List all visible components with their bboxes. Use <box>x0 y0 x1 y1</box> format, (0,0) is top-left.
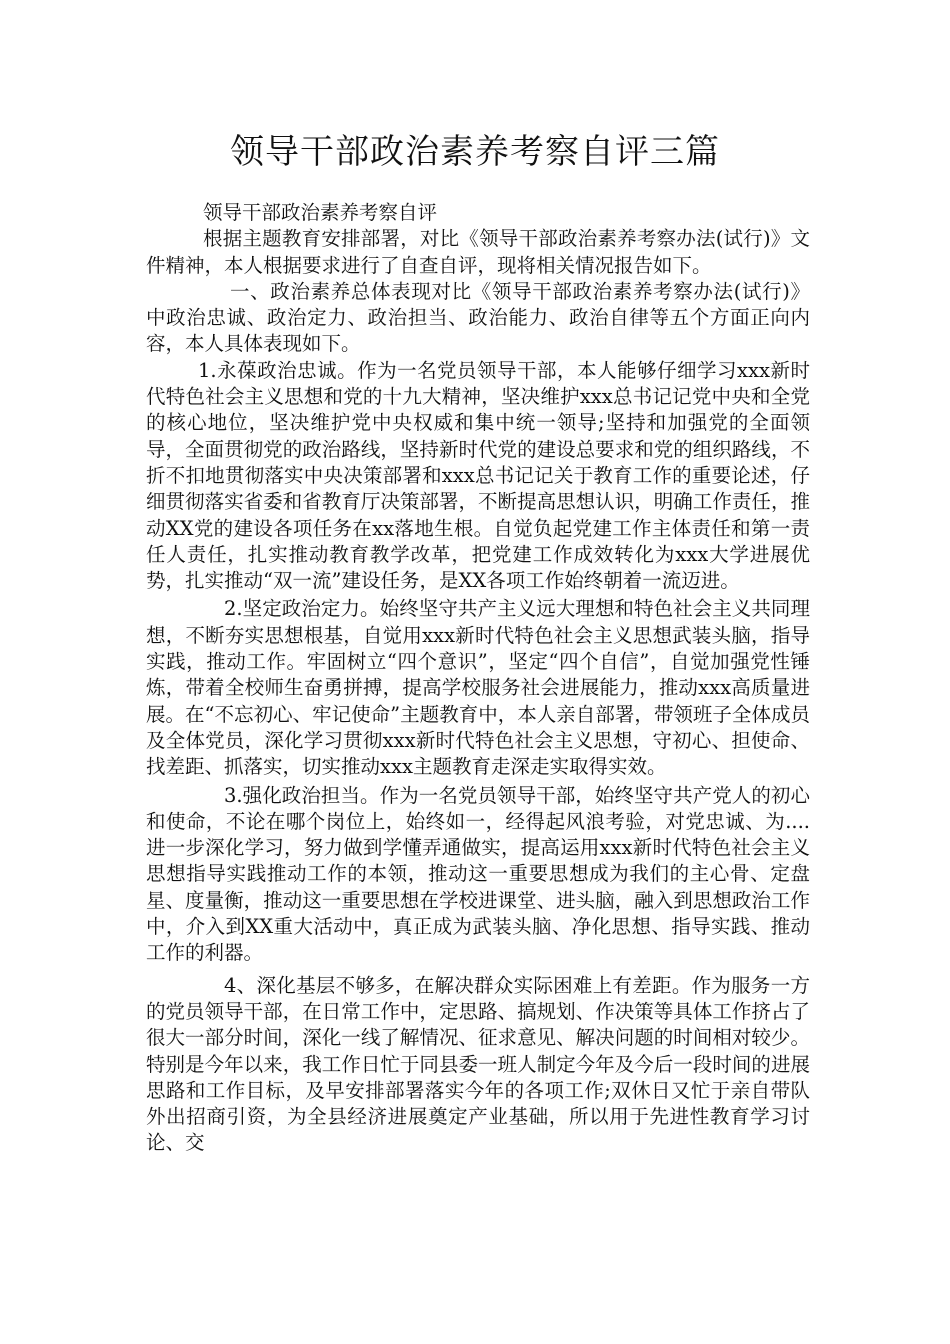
paragraph-section-1: 一、政治素养总体表现对比《领导干部政治素养考察办法(试行)》中政治忠诚、政治定力、政治担当、政治能力、政治自律等五个方面正向内容，本人具体表现如下。 <box>146 279 810 356</box>
paragraph-item-2: 2.坚定政治定力。始终坚守共产主义远大理想和特色社会主义共同理想，不断夯实思想根基，自觉用xxx新时代特色社会主义思想武装头脑，指导实践，推动工作。牢固树立“四个意识”，坚定“四个自信”，自觉加强党性锤炼，带着全校师生奋勇拼搏，提高学校服务社会进展能力，推动xxx高质量进展。在“不忘初心、牢记使命”主题教育中，本人亲自部署，带领班子全体成员及全体党员，深化学习贯彻xxx新时代特色社会主义思想，守初心、担使命、找差距、抓落实，切实推动xxx主题教育走深走实取得实效。 <box>146 597 810 779</box>
paragraph-intro: 根据主题教育安排部署，对比《领导干部政治素养考察办法(试行)》文件精神，本人根据要求进行了自查自评，现将相关情况报告如下。 <box>146 227 810 277</box>
document-subtitle: 领导干部政治素养考察自评 <box>203 201 438 224</box>
document-body <box>146 200 810 1157</box>
paragraph-item-3: 3.强化政治担当。作为一名党员领导干部，始终坚守共产党人的初心和使命，不论在哪个岗位上，始终如一，经得起风浪考验，对党忠诚、为....进一步深化学习，努力做到学懂弄通做实，提高运用xxx新时代特色社会主义思想指导实践推动工作的本领，推动这一重要思想成为我们的主心骨、定盘星、度量衡，推动这一重要思想在学校进课堂、进头脑，融入到思想政治工作中，介入到XX重大活动中，真正成为武装头脑、净化思想、指导实践、推动工作的利器。 <box>146 783 810 965</box>
paragraph-item-1: 1.永葆政治忠诚。作为一名党员领导干部，本人能够仔细学习xxx新时代特色社会主义思想和党的十九大精神，坚决维护xxx总书记记党中央和全党的核心地位，坚决维护党中央权威和集中统一领导;坚持和加强党的全面领导，全面贯彻党的政治路线，坚持新时代党的建设总要求和党的组织路线，不折不扣地贯彻落实中央决策部署和xxx总书记记关于教育工作的重要论述，仔细贯彻落实省委和省教育厅决策部署，不断提高思想认识，明确工作责任，推动XX党的建设各项任务在xx落地生根。自觉负起党建工作主体责任和第一责任人责任，扎实推动教育教学改革，把党建工作成效转化为xxx大学进展优势，扎实推动“双一流”建设任务，是XX各项工作始终朝着一流迈进。 <box>146 358 810 593</box>
paragraph-item-4: 4、深化基层不够多，在解决群众实际困难上有差距。作为服务一方的党员领导干部，在日常工作中，定思路、搞规划、作决策等具体工作挤占了很大一部分时间，深化一线了解情况、征求意见、解决问题的时间相对较少。特别是今年以来，我工作日忙于同县委一班人制定今年及今后一段时间的进展思路和工作目标，及早安排部署落实今年的各项工作;双休日又忙于亲自带队外出招商引资，为全县经济进展奠定产业基础，所以用于先进性教育学习讨论、交 <box>146 973 810 1155</box>
document-title: 领导干部政治素养考察自评三篇 <box>230 132 720 172</box>
